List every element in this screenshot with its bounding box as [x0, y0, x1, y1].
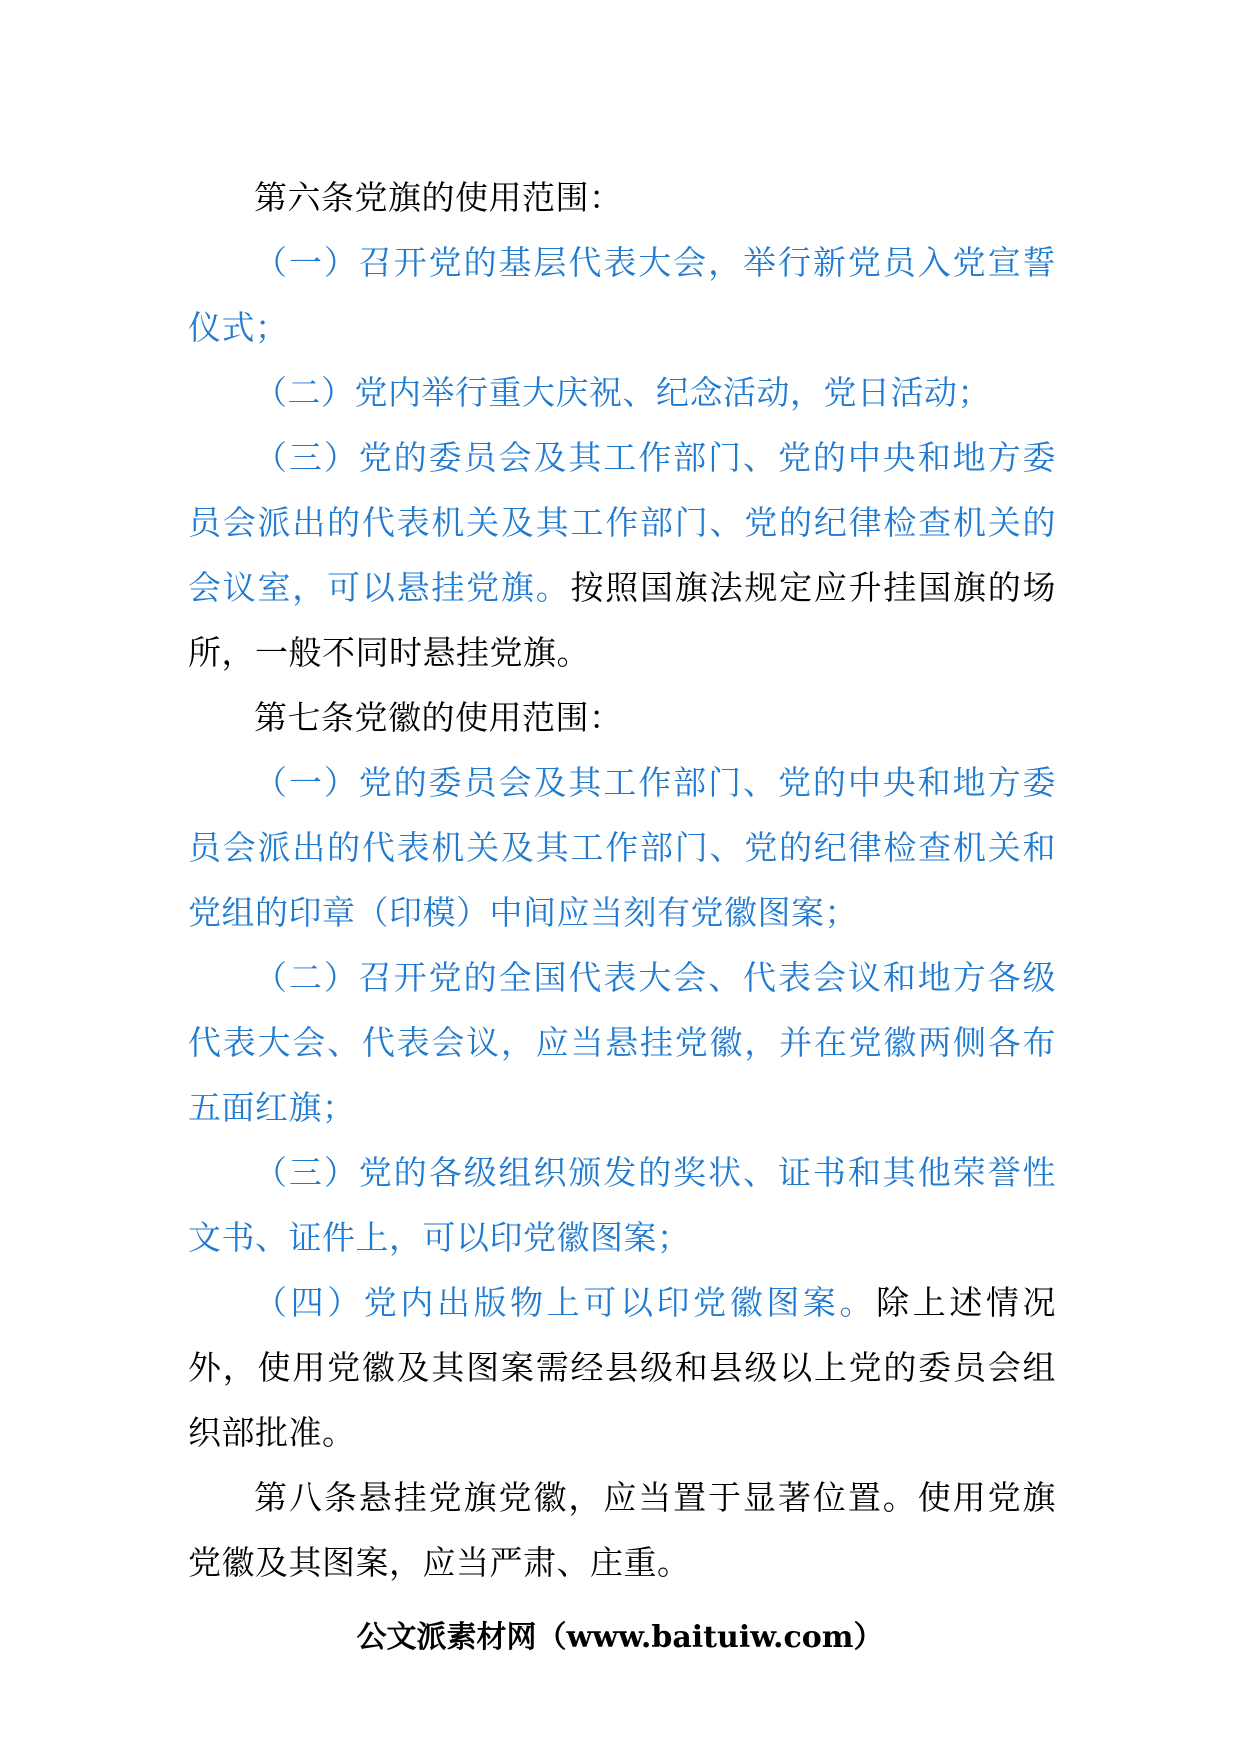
article-7-heading [188, 685, 1056, 750]
paragraph-text: （三）党的委员会及其工作部门、党的中央和地方委员会派出的代表机关及其工作部门、党的纪律检查机关的会议室，可以悬挂党旗。 [188, 438, 1056, 607]
article-6-heading [188, 165, 1056, 230]
paragraph-text: （三）党的各级组织颁发的奖状、证书和其他荣誉性文书、证件上，可以印党徽图案； [188, 1153, 1056, 1257]
paragraph-text: （一）召开党的基层代表大会，举行新党员入党宣誓仪式； [188, 243, 1056, 347]
paragraph-text: （二）党内举行重大庆祝、纪念活动，党日活动； [254, 373, 991, 412]
footer-watermark: 公文派素材网（www.baituiw.com） [356, 1620, 884, 1655]
document-body [188, 165, 1056, 1595]
paragraph-text: （一）党的委员会及其工作部门、党的中央和地方委员会派出的代表机关及其工作部门、党的纪律检查机关和党组的印章（印模）中间应当刻有党徽图案； [188, 763, 1056, 932]
article-7-item-3 [188, 1140, 1056, 1270]
article-6-item-1 [188, 230, 1056, 360]
paragraph-text: 第八条悬挂党旗党徽，应当置于显著位置。使用党旗党徽及其图案，应当严肃、庄重。 [188, 1478, 1056, 1582]
paragraph-text: 第六条党旗的使用范围： [254, 178, 623, 217]
paragraph-text: 第七条党徽的使用范围： [254, 698, 623, 737]
article-6-item-2 [188, 360, 1056, 425]
article-7-item-2 [188, 945, 1056, 1140]
paragraph-text: 除上述情况外，使用党徽及其图案需经县级和县级以上党的委员会组织部批准。 [188, 1283, 1057, 1452]
article-6-item-3 [188, 425, 1056, 685]
paragraph-text: 按照国旗法规定应升挂国旗的场所，一般不同时悬挂党旗。 [188, 568, 1057, 672]
paragraph-text: （四）党内出版物上可以印党徽图案。 [254, 1283, 877, 1322]
paragraph-text: （二）召开党的全国代表大会、代表会议和地方各级代表大会、代表会议，应当悬挂党徽，并在党徽两侧各布五面红旗； [188, 958, 1056, 1127]
article-7-item-4 [188, 1270, 1056, 1465]
article-8 [188, 1465, 1056, 1595]
article-7-item-1 [188, 750, 1056, 945]
